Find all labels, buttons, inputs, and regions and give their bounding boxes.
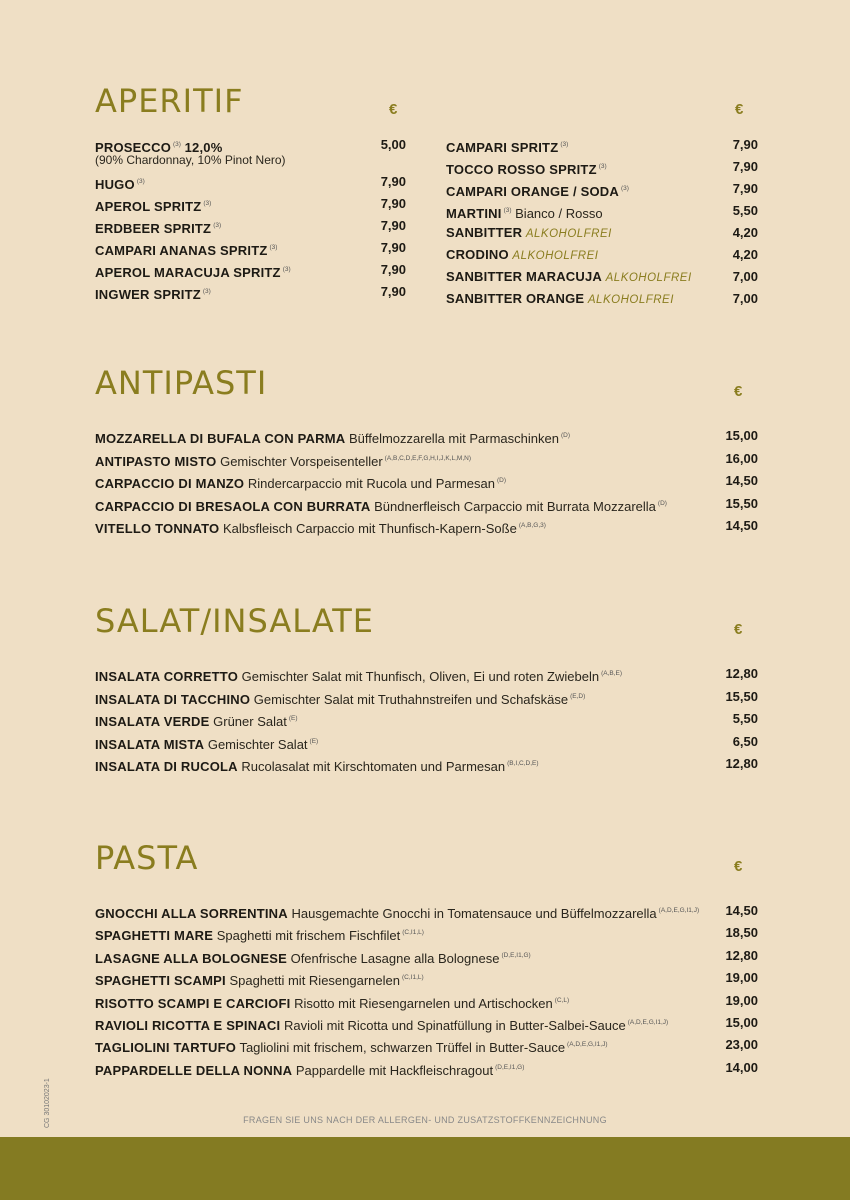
item-name: ANTIPASTO MISTO bbox=[95, 453, 217, 469]
item-price: 7,90 bbox=[380, 262, 406, 277]
menu-item bbox=[446, 203, 758, 222]
item-description: Gemischter Salat mit Truthahnstreifen und Schafskäse bbox=[253, 691, 569, 707]
allergen-code: (D,E,I1,G) bbox=[501, 951, 531, 959]
item-description: Gemischter Salat mit Thunfisch, Oliven, Ei und roten Zwiebeln bbox=[241, 669, 600, 684]
item-price: 7,90 bbox=[732, 181, 758, 196]
allergen-code: (3) bbox=[136, 178, 145, 185]
section-title-salat: SALAT/INSALATE bbox=[95, 602, 374, 640]
item-price: 15,00 bbox=[725, 1015, 758, 1030]
allergen-code: (D) bbox=[560, 432, 570, 439]
allergen-code: (A,D,E,G,I1,J) bbox=[567, 1041, 608, 1049]
item-price: 7,90 bbox=[380, 218, 406, 233]
item-name: CAMPARI SPRITZ bbox=[446, 140, 559, 155]
euro-icon: € bbox=[734, 621, 743, 638]
item-name: CARPACCIO DI BRESAOLA CON BURRATA bbox=[95, 498, 371, 514]
item-price: 7,90 bbox=[732, 159, 758, 174]
aperitif-right-list bbox=[446, 137, 758, 307]
item-price: 6,50 bbox=[732, 733, 758, 749]
menu-item bbox=[95, 518, 758, 537]
item-description: Ofenfrische Lasagne alla Bolognese bbox=[290, 950, 500, 966]
item-description: Bianco / Rosso bbox=[515, 206, 603, 221]
section-title-antipasti: ANTIPASTI bbox=[95, 364, 268, 402]
menu-item bbox=[95, 262, 406, 281]
item-name: MARTINI bbox=[446, 206, 502, 221]
item-price: 16,00 bbox=[725, 450, 758, 466]
menu-item bbox=[95, 240, 406, 259]
item-description: Pappardelle mit Hackfleischragout bbox=[295, 1062, 494, 1078]
allergen-code: (A,B,C,D,E,F,G,H,I,J,K,L,M,N) bbox=[384, 454, 471, 462]
item-price: 7,00 bbox=[732, 291, 758, 306]
item-price: 14,50 bbox=[725, 518, 758, 533]
menu-item bbox=[95, 689, 758, 708]
item-name: SPAGHETTI MARE bbox=[95, 928, 214, 944]
menu-item bbox=[95, 666, 758, 685]
item-price: 12,80 bbox=[725, 666, 758, 681]
menu-item bbox=[446, 137, 758, 156]
section-title-aperitif: APERITIF bbox=[95, 82, 244, 120]
item-price: 7,90 bbox=[380, 196, 406, 211]
item-price: 14,50 bbox=[725, 473, 758, 488]
menu-item bbox=[95, 1015, 758, 1034]
pasta-list bbox=[95, 903, 758, 1078]
alcohol-free-label: ALKOHOLFREI bbox=[525, 228, 612, 240]
allergen-code: (C,I1,L) bbox=[402, 974, 424, 982]
menu-item bbox=[95, 734, 758, 753]
item-price: 15,50 bbox=[725, 495, 758, 511]
item-description: Grüner Salat bbox=[213, 714, 287, 729]
item-description: Gemischter Salat bbox=[207, 736, 308, 752]
menu-item bbox=[95, 1037, 758, 1056]
antipasti-list bbox=[95, 428, 758, 538]
item-price: 23,00 bbox=[725, 1037, 758, 1053]
menu-item bbox=[95, 284, 406, 303]
item-description: Bündnerfleisch Carpaccio mit Burrata Mozzarella bbox=[374, 498, 656, 514]
menu-item bbox=[95, 496, 758, 515]
menu-item bbox=[95, 174, 406, 193]
item-price: 14,50 bbox=[725, 903, 758, 918]
allergen-code: (3) bbox=[598, 163, 607, 170]
menu-item bbox=[95, 948, 758, 967]
item-name: ERDBEER SPRITZ bbox=[95, 221, 212, 236]
euro-icon: € bbox=[734, 858, 743, 875]
print-code: CG 30102023-1 bbox=[44, 1078, 51, 1128]
item-price: 14,00 bbox=[725, 1059, 758, 1075]
item-price: 7,00 bbox=[732, 269, 758, 284]
item-price: 18,50 bbox=[725, 925, 758, 941]
item-name: LASAGNE ALLA BOLOGNESE bbox=[95, 950, 287, 966]
allergen-footnote: FRAGEN SIE UNS NACH DER ALLERGEN- UND ZUSATZSTOFFKENNZEICHNUNG bbox=[243, 1115, 607, 1125]
prosecco-description: (90% Chardonnay, 10% Pinot Nero) bbox=[95, 153, 286, 167]
item-description: Ravioli mit Ricotta und Spinatfüllung in Butter-Salbei-Sauce bbox=[283, 1018, 626, 1033]
allergen-code: (3) bbox=[503, 207, 512, 214]
item-price: 7,90 bbox=[732, 137, 758, 152]
allergen-code: (C,L) bbox=[554, 996, 570, 1004]
allergen-code: (E) bbox=[309, 737, 319, 745]
menu-item bbox=[95, 756, 758, 775]
alcohol-free-label: ALKOHOLFREI bbox=[587, 294, 674, 306]
item-name: GNOCCHI ALLA SORRENTINA bbox=[95, 906, 288, 921]
item-name: TOCCO ROSSO SPRITZ bbox=[446, 162, 597, 177]
item-name: INSALATA DI TACCHINO bbox=[95, 691, 251, 707]
euro-icon: € bbox=[735, 101, 744, 118]
item-description: Risotto mit Riesengarnelen und Artischocken bbox=[294, 995, 553, 1011]
item-name: PROSECCO bbox=[95, 140, 172, 155]
item-name: INSALATA MISTA bbox=[95, 736, 205, 752]
item-price: 7,90 bbox=[380, 284, 406, 299]
allergen-code: (3) bbox=[620, 185, 629, 192]
salat-list bbox=[95, 666, 758, 776]
item-name: SPAGHETTI SCAMPI bbox=[95, 973, 226, 989]
allergen-code: (D) bbox=[657, 499, 667, 507]
allergen-code: (D) bbox=[497, 477, 507, 484]
allergen-code: (B,I,C,D,E) bbox=[507, 760, 539, 767]
item-description: Hausgemachte Gnocchi in Tomatensauce und Büffelmozzarella bbox=[291, 906, 657, 921]
allergen-code: (3) bbox=[173, 141, 181, 148]
allergen-code: (3) bbox=[203, 200, 212, 207]
menu-item bbox=[95, 473, 758, 492]
menu-item bbox=[95, 1060, 758, 1079]
menu-item bbox=[446, 269, 758, 286]
item-description: 12,0% bbox=[184, 140, 223, 155]
item-name: MOZZARELLA DI BUFALA CON PARMA bbox=[95, 431, 346, 446]
item-description: Gemischter Vorspeisenteller bbox=[220, 453, 383, 469]
euro-icon: € bbox=[389, 101, 398, 118]
allergen-code: (E,D) bbox=[570, 692, 586, 700]
item-price: 12,80 bbox=[725, 947, 758, 963]
menu-item bbox=[446, 181, 758, 200]
item-name: VITELLO TONNATO bbox=[95, 521, 220, 536]
item-description: Büffelmozzarella mit Parmaschinken bbox=[348, 431, 559, 446]
menu-item bbox=[95, 218, 406, 237]
item-name: HUGO bbox=[95, 177, 135, 192]
allergen-code: (C,I1,L) bbox=[402, 929, 424, 937]
item-price: 7,90 bbox=[380, 240, 406, 255]
allergen-code: (A,D,E,G,I1,J) bbox=[658, 907, 700, 914]
menu-item bbox=[95, 903, 758, 922]
allergen-code: (3) bbox=[213, 222, 222, 229]
item-name: CRODINO bbox=[446, 247, 509, 262]
menu-item bbox=[95, 925, 758, 944]
item-price: 15,00 bbox=[725, 428, 758, 443]
item-name: APEROL MARACUJA SPRITZ bbox=[95, 265, 281, 280]
allergen-code: (D,E,I1,G) bbox=[495, 1063, 525, 1071]
item-name: INSALATA DI RUCOLA bbox=[95, 759, 238, 774]
menu-item bbox=[446, 225, 758, 242]
item-name: INGWER SPRITZ bbox=[95, 287, 201, 302]
item-price: 4,20 bbox=[732, 247, 758, 262]
item-price: 12,80 bbox=[725, 756, 758, 771]
item-price: 15,50 bbox=[725, 688, 758, 704]
item-description: Kalbsfleisch Carpaccio mit Thunfisch-Kapern-Soße bbox=[222, 521, 517, 536]
allergen-code: (A,B,E) bbox=[601, 670, 623, 677]
item-name: CAMPARI ANANAS SPRITZ bbox=[95, 243, 268, 258]
item-name: APEROL SPRITZ bbox=[95, 199, 202, 214]
allergen-code: (3) bbox=[269, 244, 278, 251]
bottom-bar bbox=[0, 1137, 850, 1200]
item-description: Tagliolini mit frischem, schwarzen Trüffel in Butter-Sauce bbox=[239, 1040, 566, 1056]
item-price: 4,20 bbox=[732, 225, 758, 240]
item-price: 5,50 bbox=[732, 711, 758, 726]
allergen-code: (A,B,G,3) bbox=[518, 522, 546, 529]
menu-item bbox=[446, 291, 758, 308]
allergen-code: (3) bbox=[282, 266, 291, 273]
allergen-code: (A,D,E,G,I1,J) bbox=[627, 1019, 669, 1026]
item-name: RAVIOLI RICOTTA E SPINACI bbox=[95, 1018, 281, 1033]
item-name: TAGLIOLINI TARTUFO bbox=[95, 1040, 237, 1056]
item-description: Rucolasalat mit Kirschtomaten und Parmesan bbox=[241, 759, 506, 774]
item-description: Spaghetti mit frischem Fischfilet bbox=[216, 928, 401, 944]
alcohol-free-label: ALKOHOLFREI bbox=[605, 272, 692, 284]
item-name: SANBITTER ORANGE bbox=[446, 291, 585, 306]
item-price: 5,50 bbox=[732, 203, 758, 218]
menu-item bbox=[446, 247, 758, 264]
menu-item bbox=[95, 711, 758, 730]
item-price: 19,00 bbox=[725, 970, 758, 986]
euro-icon: € bbox=[734, 383, 743, 400]
item-name: RISOTTO SCAMPI E CARCIOFI bbox=[95, 995, 291, 1011]
menu-item bbox=[446, 159, 758, 178]
alcohol-free-label: ALKOHOLFREI bbox=[512, 250, 599, 262]
menu-item bbox=[95, 993, 758, 1012]
item-price: 5,00 bbox=[380, 137, 406, 152]
allergen-code: (3) bbox=[560, 141, 569, 148]
item-name: CARPACCIO DI MANZO bbox=[95, 476, 245, 491]
item-name: SANBITTER MARACUJA bbox=[446, 269, 602, 284]
item-description: Spaghetti mit Riesengarnelen bbox=[229, 973, 400, 989]
allergen-code: (3) bbox=[202, 288, 211, 295]
item-name: SANBITTER bbox=[446, 225, 523, 240]
item-price: 7,90 bbox=[380, 174, 406, 189]
item-description: Rindercarpaccio mit Rucola und Parmesan bbox=[247, 476, 495, 491]
item-name: INSALATA CORRETTO bbox=[95, 669, 239, 684]
item-price: 19,00 bbox=[725, 992, 758, 1008]
menu-item bbox=[95, 196, 406, 215]
menu-item bbox=[95, 428, 758, 447]
item-name: CAMPARI ORANGE / SODA bbox=[446, 184, 619, 199]
menu-item bbox=[95, 451, 758, 470]
allergen-code: (E) bbox=[288, 715, 298, 722]
section-title-pasta: PASTA bbox=[95, 839, 199, 877]
item-name: INSALATA VERDE bbox=[95, 714, 210, 729]
menu-item bbox=[95, 970, 758, 989]
item-name: PAPPARDELLE DELLA NONNA bbox=[95, 1062, 293, 1078]
